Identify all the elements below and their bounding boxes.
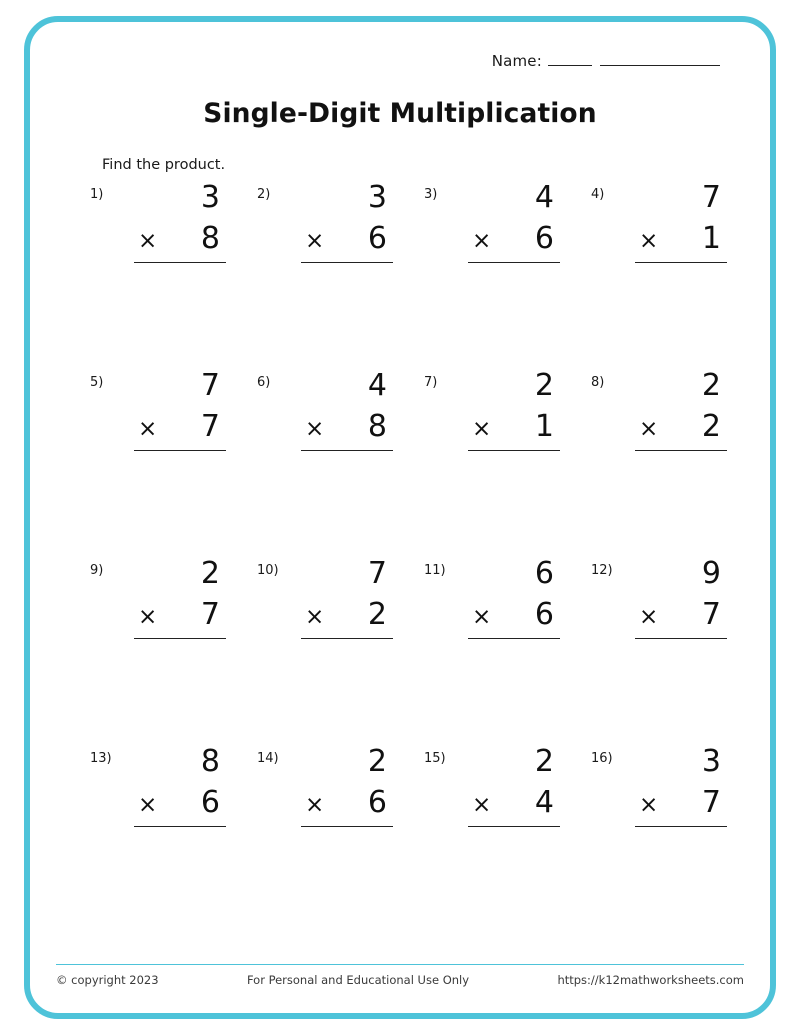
multiplicand: 6 — [534, 556, 554, 591]
problem-item — [400, 367, 567, 555]
multiply-operator: × — [472, 415, 492, 442]
multiplier-row — [468, 410, 560, 445]
answer-rule[interactable] — [134, 638, 226, 639]
name-input-line-short[interactable] — [548, 64, 592, 66]
problem-item — [66, 743, 233, 931]
answer-rule[interactable] — [301, 450, 393, 451]
problem-item — [233, 367, 400, 555]
problem-number: 5) — [90, 375, 104, 390]
multiply-operator: × — [472, 603, 492, 630]
multiplier-row — [301, 786, 393, 821]
multiply-operator: × — [305, 415, 325, 442]
multiplier: 4 — [534, 784, 554, 820]
answer-rule[interactable] — [301, 826, 393, 827]
multiplier-row — [134, 598, 226, 633]
problem-item — [233, 743, 400, 931]
multiplicand: 4 — [367, 368, 387, 403]
answer-rule[interactable] — [635, 262, 727, 263]
problem-number: 9) — [90, 563, 104, 578]
multiplicand: 4 — [534, 180, 554, 215]
problem-item — [66, 179, 233, 367]
answer-rule[interactable] — [635, 826, 727, 827]
multiplier-row — [301, 410, 393, 445]
problem-stack — [301, 179, 393, 263]
problem-number: 3) — [424, 187, 438, 202]
multiplicand: 7 — [367, 556, 387, 591]
multiplier-row — [134, 786, 226, 821]
multiply-operator: × — [639, 603, 659, 630]
answer-rule[interactable] — [468, 826, 560, 827]
problem-stack — [301, 555, 393, 639]
multiply-operator: × — [138, 227, 158, 254]
multiplier-row — [635, 222, 727, 257]
footer-usage-note: For Personal and Educational Use Only — [246, 973, 470, 987]
multiplicand: 2 — [701, 368, 721, 403]
problem-stack — [134, 555, 226, 639]
problem-stack — [635, 367, 727, 451]
multiplier: 8 — [200, 220, 220, 256]
problems-grid — [66, 179, 734, 931]
multiply-operator: × — [305, 603, 325, 630]
multiply-operator: × — [305, 227, 325, 254]
multiplicand: 9 — [701, 556, 721, 591]
multiplier: 2 — [367, 596, 387, 632]
multiplicand: 2 — [534, 368, 554, 403]
multiply-operator: × — [138, 791, 158, 818]
problem-stack — [635, 179, 727, 263]
multiplicand: 3 — [200, 180, 220, 215]
problem-number: 12) — [591, 563, 613, 578]
name-label: Name: — [491, 52, 542, 70]
multiplier: 1 — [534, 408, 554, 444]
multiplier: 7 — [701, 596, 721, 632]
multiplier: 6 — [200, 784, 220, 820]
multiply-operator: × — [305, 791, 325, 818]
worksheet-page — [24, 16, 776, 1019]
multiplicand: 2 — [200, 556, 220, 591]
multiply-operator: × — [639, 227, 659, 254]
multiplier-row — [635, 598, 727, 633]
multiplicand: 2 — [367, 744, 387, 779]
problem-number: 1) — [90, 187, 104, 202]
multiply-operator: × — [639, 791, 659, 818]
multiplier-row — [468, 786, 560, 821]
multiplier-row — [301, 222, 393, 257]
multiplicand: 7 — [701, 180, 721, 215]
page-footer — [56, 964, 744, 987]
problem-item — [233, 555, 400, 743]
multiplier-row — [635, 410, 727, 445]
multiplier: 7 — [200, 408, 220, 444]
answer-rule[interactable] — [301, 638, 393, 639]
problem-stack — [468, 179, 560, 263]
problem-number: 4) — [591, 187, 605, 202]
footer-row — [56, 973, 744, 987]
problem-number: 15) — [424, 751, 446, 766]
problem-item — [400, 555, 567, 743]
answer-rule[interactable] — [301, 262, 393, 263]
footer-copyright: © copyright 2023 — [56, 973, 159, 987]
name-field-row — [66, 52, 734, 70]
multiplier-row — [301, 598, 393, 633]
problem-stack — [134, 179, 226, 263]
problem-number: 10) — [257, 563, 279, 578]
problem-stack — [134, 367, 226, 451]
problem-item — [567, 367, 734, 555]
problem-stack — [134, 743, 226, 827]
multiply-operator: × — [472, 227, 492, 254]
problem-number: 7) — [424, 375, 438, 390]
multiplicand: 7 — [200, 368, 220, 403]
answer-rule[interactable] — [134, 450, 226, 451]
multiplier-row — [134, 222, 226, 257]
answer-rule[interactable] — [468, 450, 560, 451]
multiplier-row — [635, 786, 727, 821]
problem-stack — [468, 367, 560, 451]
multiplier: 7 — [701, 784, 721, 820]
answer-rule[interactable] — [134, 262, 226, 263]
multiplier-row — [134, 410, 226, 445]
answer-rule[interactable] — [468, 638, 560, 639]
problem-item — [66, 555, 233, 743]
problem-number: 11) — [424, 563, 446, 578]
problem-stack — [635, 743, 727, 827]
multiplier: 1 — [701, 220, 721, 256]
problem-number: 16) — [591, 751, 613, 766]
answer-rule[interactable] — [468, 262, 560, 263]
problem-stack — [301, 743, 393, 827]
problem-number: 13) — [90, 751, 112, 766]
multiplicand: 2 — [534, 744, 554, 779]
problem-number: 14) — [257, 751, 279, 766]
problem-stack — [635, 555, 727, 639]
problem-item — [66, 367, 233, 555]
problem-item — [567, 555, 734, 743]
problem-number: 8) — [591, 375, 605, 390]
multiplier: 2 — [701, 408, 721, 444]
multiply-operator: × — [138, 415, 158, 442]
multiply-operator: × — [138, 603, 158, 630]
instruction-text: Find the product. — [102, 157, 226, 173]
footer-url: https://k12mathworksheets.com — [557, 973, 744, 987]
problem-item — [400, 179, 567, 367]
multiplicand: 3 — [701, 744, 721, 779]
multiply-operator: × — [472, 791, 492, 818]
problem-item — [233, 179, 400, 367]
multiplier: 6 — [534, 220, 554, 256]
multiplicand: 8 — [200, 744, 220, 779]
problem-stack — [301, 367, 393, 451]
answer-rule[interactable] — [635, 450, 727, 451]
problem-item — [400, 743, 567, 931]
problem-stack — [468, 555, 560, 639]
problem-number: 2) — [257, 187, 271, 202]
multiplier: 7 — [200, 596, 220, 632]
multiplier-row — [468, 598, 560, 633]
multiplier: 6 — [367, 220, 387, 256]
multiplier: 6 — [367, 784, 387, 820]
problem-item — [567, 743, 734, 931]
problem-stack — [468, 743, 560, 827]
multiplicand: 3 — [367, 180, 387, 215]
multiply-operator: × — [639, 415, 659, 442]
footer-divider — [56, 964, 744, 965]
name-input-line-long[interactable] — [600, 64, 720, 66]
answer-rule[interactable] — [134, 826, 226, 827]
answer-rule[interactable] — [635, 638, 727, 639]
page-title: Single-Digit Multiplication — [203, 98, 597, 129]
worksheet-content — [30, 22, 770, 1013]
multiplier: 6 — [534, 596, 554, 632]
multiplier: 8 — [367, 408, 387, 444]
problem-item — [567, 179, 734, 367]
multiplier-row — [468, 222, 560, 257]
problem-number: 6) — [257, 375, 271, 390]
